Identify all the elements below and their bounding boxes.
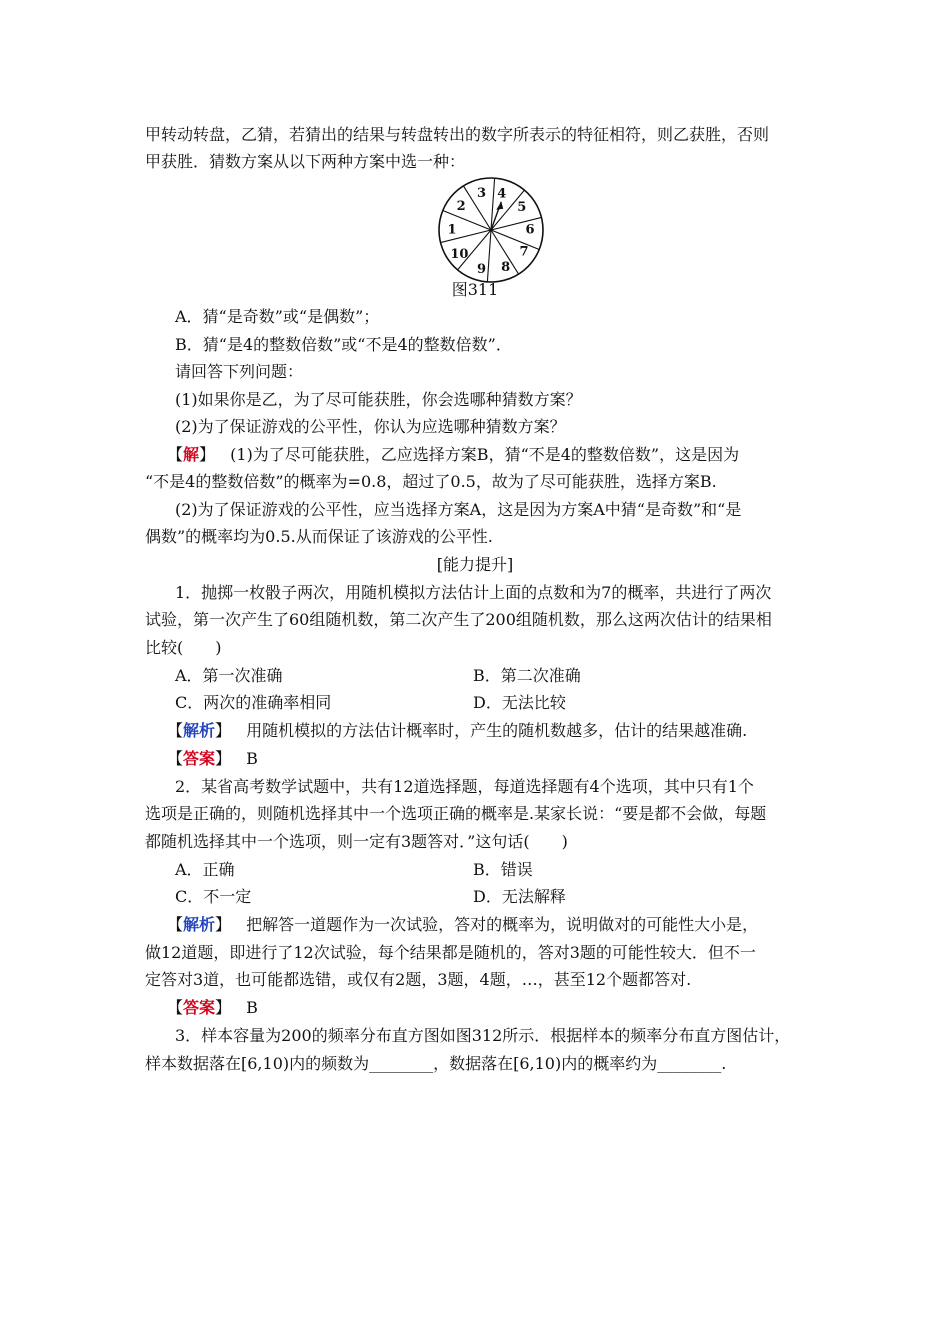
problem-3-line-2: 样本数据落在[6,10)内的频数为________，数据落在[6,10)内的概率约为________. — [145, 1054, 727, 1073]
problem-2-option-b: B．错误 — [473, 860, 533, 879]
problem-2-analysis-3: 定答对3道，也可能都选错，或仅有2题，3题，4题，…，甚至12个题都答对. — [145, 970, 692, 989]
problem-1-analysis — [167, 720, 747, 742]
problem-1-line-2: 试验，第一次产生了60组随机数，第二次产生了200组随机数，那么这两次估计的结果相 — [145, 610, 772, 629]
dial-number: 6 — [525, 222, 535, 238]
figure-caption: 图311 — [451, 280, 499, 299]
pointer-arrow-head — [496, 202, 503, 210]
problem-1-answer — [167, 748, 258, 770]
problem-2-answer — [167, 997, 258, 1019]
spinner-dial — [439, 178, 543, 282]
answer-value: B — [246, 749, 258, 768]
problem-1-option-b: B．第二次准确 — [473, 666, 581, 685]
problem-2-line-1: 2．某省高考数学试题中，共有12道选择题，每道选择题有4个选项，其中只有1个 — [175, 777, 754, 796]
section-title: [能力提升] — [436, 555, 514, 574]
option-b: B．猜“是4的整数倍数”或“不是4的整数倍数”． — [175, 335, 512, 354]
solution-line-4: 偶数”的概率均为0.5.从而保证了该游戏的公平性. — [145, 527, 493, 546]
problem-2-analysis — [167, 914, 758, 936]
dial-number: 3 — [477, 186, 487, 202]
dial-number: 7 — [519, 244, 529, 260]
problem-2-line-3: 都随机选择其中一个选项，则一定有3题答对．”这句话( ) — [145, 832, 568, 851]
problem-1-line-3: 比较( ) — [145, 638, 222, 657]
analysis-text-1: 把解答一道题作为一次试验，答对的概率为，说明做对的可能性大小是， — [246, 915, 759, 934]
intro-line-2: 甲获胜．猜数方案从以下两种方案中选一种： — [145, 152, 466, 171]
dial-number: 10 — [450, 246, 469, 262]
problem-1-line-1: 1．抛掷一枚骰子两次，用随机模拟方法估计上面的点数和为7的概率，共进行了两次 — [175, 583, 772, 602]
dial-divider — [487, 230, 491, 282]
answer-tag: 【答案】 — [167, 998, 232, 1017]
option-a: A．猜“是奇数”或“是偶数”； — [175, 307, 380, 326]
questions-prompt: 请回答下列问题： — [175, 362, 304, 381]
question-1: (1)如果你是乙，为了尽可能获胜，你会选哪种猜数方案？ — [175, 390, 582, 409]
dial-number: 9 — [477, 261, 487, 277]
intro-line-1: 甲转动转盘，乙猜，若猜出的结果与转盘转出的数字所表示的特征相符，则乙获胜，否则 — [145, 125, 770, 144]
dial-number: 1 — [447, 222, 457, 238]
dial-number: 4 — [497, 186, 507, 202]
problem-3-line-1: 3．样本容量为200的频率分布直方图如图312所示．根据样本的频率分布直方图估计， — [175, 1026, 791, 1045]
dial-number: 2 — [456, 198, 466, 214]
problem-1-option-d: D．无法比较 — [473, 693, 566, 712]
solution-line-1 — [167, 444, 739, 466]
answer-value: B — [246, 998, 258, 1017]
problem-2-line-2: 选项是正确的，则随机选择其中一个选项正确的概率是.某家长说：“要是都不会做，每题 — [145, 804, 767, 823]
analysis-tag: 【解析】 — [167, 721, 232, 740]
solution-tag: 【解】 — [167, 445, 216, 464]
problem-2-analysis-2: 做12道题，即进行了12次试验，每个结果都是随机的，答对3题的可能性较大．但不一 — [145, 943, 756, 962]
solution-line-3: (2)为了保证游戏的公平性，应当选择方案A，这是因为方案A中猜“是奇数”和“是 — [175, 500, 742, 519]
problem-1-option-c: C．两次的准确率相同 — [175, 693, 332, 712]
solution-text-1: (1)为了尽可能获胜，乙应选择方案B，猜“不是4的整数倍数”，这是因为 — [230, 445, 740, 464]
answer-tag: 【答案】 — [167, 749, 232, 768]
problem-2-option-a: A．正确 — [175, 860, 235, 879]
analysis-text: 用随机模拟的方法估计概率时，产生的随机数越多，估计的结果越准确. — [246, 721, 748, 740]
solution-line-2: “不是4的整数倍数”的概率为=0.8，超过了0.5，故为了尽可能获胜，选择方案B. — [145, 472, 717, 491]
analysis-tag: 【解析】 — [167, 915, 232, 934]
problem-2-option-d: D．无法解释 — [473, 887, 566, 906]
question-2: (2)为了保证游戏的公平性，你认为应选哪种猜数方案？ — [175, 417, 566, 436]
dial-number: 8 — [501, 260, 511, 276]
problem-2-option-c: C．不一定 — [175, 887, 252, 906]
problem-1-option-a: A．第一次准确 — [175, 666, 283, 685]
dial-number: 5 — [517, 199, 527, 215]
